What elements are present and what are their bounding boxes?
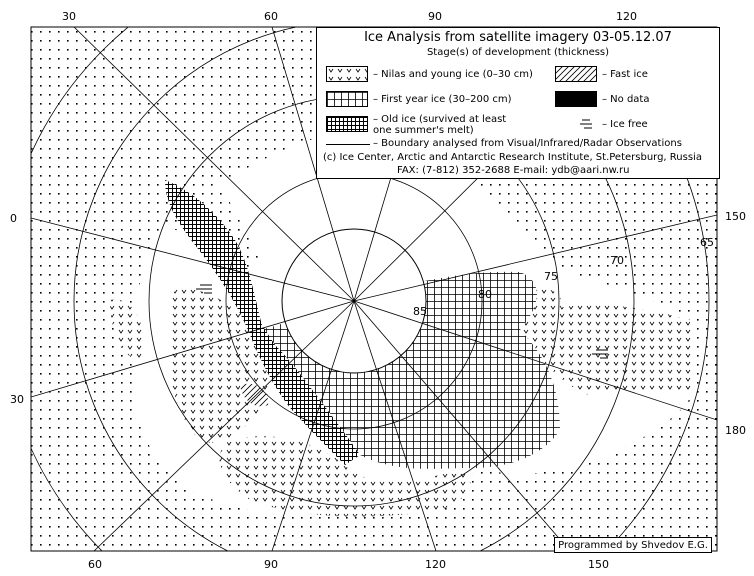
legend-no-data: – No data — [602, 94, 650, 105]
top-label-30: 30 — [62, 10, 76, 23]
legend-contact: FAX: (7-812) 352-2688 E-mail: ydb@aari.nw.ru — [397, 165, 630, 176]
bottom-label-60: 60 — [88, 558, 102, 571]
nilas-swatch — [326, 66, 368, 82]
legend-subtitle: Stage(s) of development (thickness) — [426, 47, 610, 58]
fast-ice-swatch — [555, 66, 597, 82]
legend-nilas: – Nilas and young ice (0–30 cm) — [373, 69, 533, 80]
legend-ice-free: – Ice free — [602, 119, 648, 130]
top-label-90: 90 — [428, 10, 442, 23]
right-label-180: 180 — [725, 424, 746, 437]
left-label-0: 0 — [10, 212, 17, 225]
legend-title: Ice Analysis from satellite imagery 03-05.12.07 — [364, 30, 672, 45]
top-label-120: 120 — [616, 10, 637, 23]
ice-free-swatch — [579, 117, 595, 131]
legend-boundary: – Boundary analysed from Visual/Infrared/Radar Observations — [373, 138, 682, 149]
bottom-label-120: 120 — [425, 558, 446, 571]
lat-label-75: 75 — [544, 270, 558, 283]
legend-copyright: (c) Ice Center, Arctic and Antarctic Research Institute, St.Petersburg, Russia — [323, 152, 702, 163]
lat-label-80: 80 — [478, 288, 492, 301]
first-year-swatch — [326, 91, 368, 107]
top-label-60: 60 — [264, 10, 278, 23]
legend-fast-ice: – Fast ice — [602, 69, 648, 80]
left-label-30: 30 — [10, 393, 24, 406]
lat-label-70: 70 — [610, 254, 624, 267]
lat-label-85: 85 — [413, 305, 427, 318]
old-ice-swatch — [326, 116, 368, 132]
legend-first-year: – First year ice (30–200 cm) — [373, 94, 512, 105]
credit-box: Programmed by Shvedov E.G. — [554, 537, 712, 553]
legend-box — [316, 27, 720, 179]
legend-old-ice-1: – Old ice (survived at least — [373, 114, 507, 125]
bottom-label-150: 150 — [588, 558, 609, 571]
no-data-swatch — [555, 91, 597, 107]
boundary-swatch — [326, 144, 370, 145]
legend-old-ice-2: one summer's melt) — [373, 125, 474, 136]
bottom-label-90: 90 — [264, 558, 278, 571]
right-label-150: 150 — [725, 210, 746, 223]
lat-label-65: 65 — [700, 236, 714, 249]
